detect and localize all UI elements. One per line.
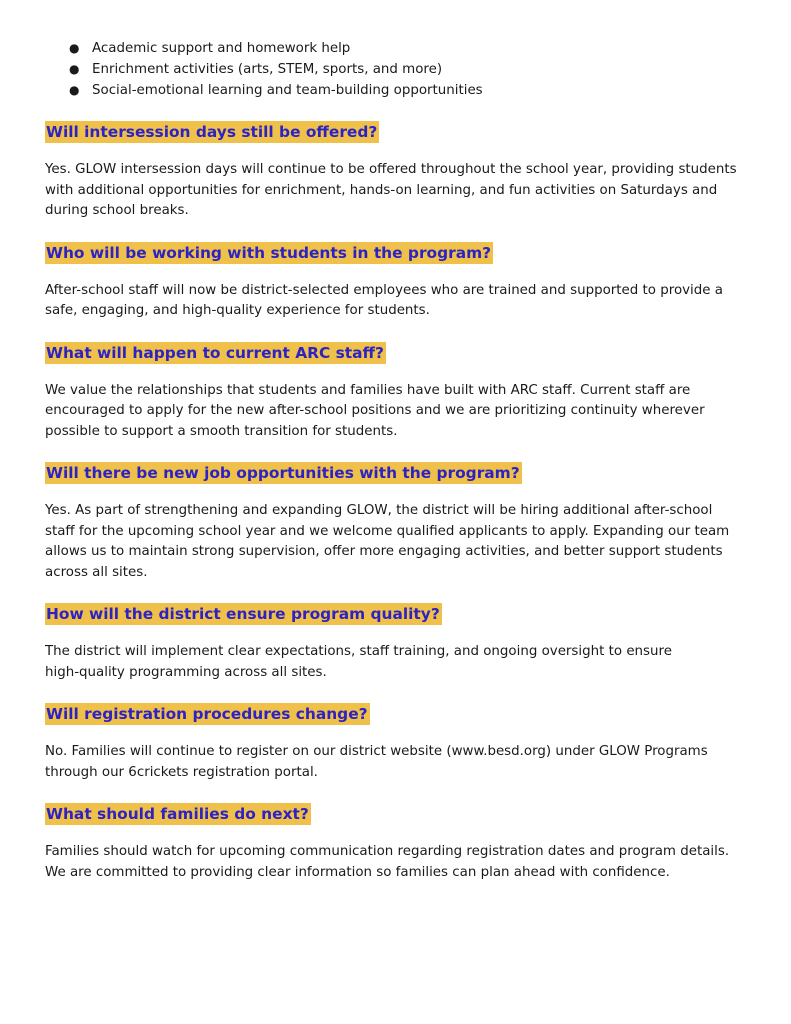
faq-question-heading: Will intersession days still be offered?	[46, 123, 378, 141]
faq-section-program-quality	[45, 603, 751, 683]
answer-line: safe, engaging, and high-quality experience for students.	[45, 303, 430, 318]
answer-line: Yes. GLOW intersession days will continue to be offered throughout the school year, providing students	[45, 162, 737, 177]
list-item	[69, 59, 751, 80]
faq-answer	[45, 642, 751, 683]
answer-line: The district will implement clear expectations, staff training, and ongoing oversight to ensure	[45, 644, 672, 659]
program-features-list	[45, 38, 751, 101]
faq-section-arc-staff	[45, 342, 751, 443]
answer-line: No. Families will continue to register on our district website (www.besd.org) under GLOW Programs	[45, 744, 708, 759]
faq-section-next-steps	[45, 803, 751, 883]
answer-line: high-quality programming across all sites.	[45, 664, 327, 680]
faq-section-intersession	[45, 121, 751, 222]
list-item-text: Academic support and homework help	[92, 41, 351, 56]
faq-section-job-opportunities	[45, 462, 751, 583]
faq-section-staff	[45, 242, 751, 322]
answer-line: After-school staff will now be district-selected employees who are trained and supported to provide a	[45, 282, 723, 298]
answer-line: Yes. As part of strengthening and expanding GLOW, the district will be hiring additional after-school	[45, 503, 713, 518]
answer-line: We value the relationships that students and families have built with ARC staff. Current staff are	[45, 382, 691, 398]
faq-answer	[45, 742, 751, 783]
answer-line: with additional opportunities for enrichment, hands-on learning, and fun activities on Saturdays and	[45, 182, 718, 198]
answer-line: through our 6crickets registration portal.	[45, 764, 318, 780]
answer-line: encouraged to apply for the new after-school positions and we are prioritizing continuity wherever	[45, 403, 705, 418]
list-item-text: Enrichment activities (arts, STEM, sports, and more)	[92, 62, 443, 77]
faq-question-heading: What should families do next?	[46, 805, 309, 823]
answer-line: We are committed to providing clear information so families can plan ahead with confidence.	[45, 864, 670, 880]
faq-question-heading: Will registration procedures change?	[46, 705, 368, 723]
bullet-icon: ●	[69, 83, 80, 97]
answer-line: allows us to maintain strong supervision, offer more engaging activities, and better support students	[45, 544, 723, 559]
answer-line: staff for the upcoming school year and we welcome qualified applicants to apply. Expanding our team	[45, 523, 730, 539]
faq-answer	[45, 842, 751, 883]
list-item-text: Social-emotional learning and team-building opportunities	[92, 83, 483, 98]
faq-question-heading: What will happen to current ARC staff?	[46, 343, 384, 362]
faq-answer	[45, 501, 751, 583]
answer-line: possible to support a smooth transition for students.	[45, 423, 398, 439]
bullet-icon: ●	[69, 41, 80, 55]
faq-answer	[45, 160, 751, 222]
document-page	[45, 38, 751, 883]
answer-line: Families should watch for upcoming communication regarding registration dates and program details.	[45, 844, 730, 859]
answer-line: during school breaks.	[45, 203, 189, 218]
faq-question-heading: Who will be working with students in the program?	[46, 243, 492, 262]
list-item	[69, 38, 751, 59]
faq-answer	[45, 381, 751, 443]
list-item	[69, 80, 751, 101]
faq-question-heading: How will the district ensure program quality?	[46, 605, 440, 623]
faq-question-heading: Will there be new job opportunities with the program?	[46, 464, 520, 482]
bullet-icon: ●	[69, 62, 80, 76]
faq-answer	[45, 281, 751, 322]
answer-line: across all sites.	[45, 564, 148, 580]
faq-section-registration	[45, 703, 751, 783]
